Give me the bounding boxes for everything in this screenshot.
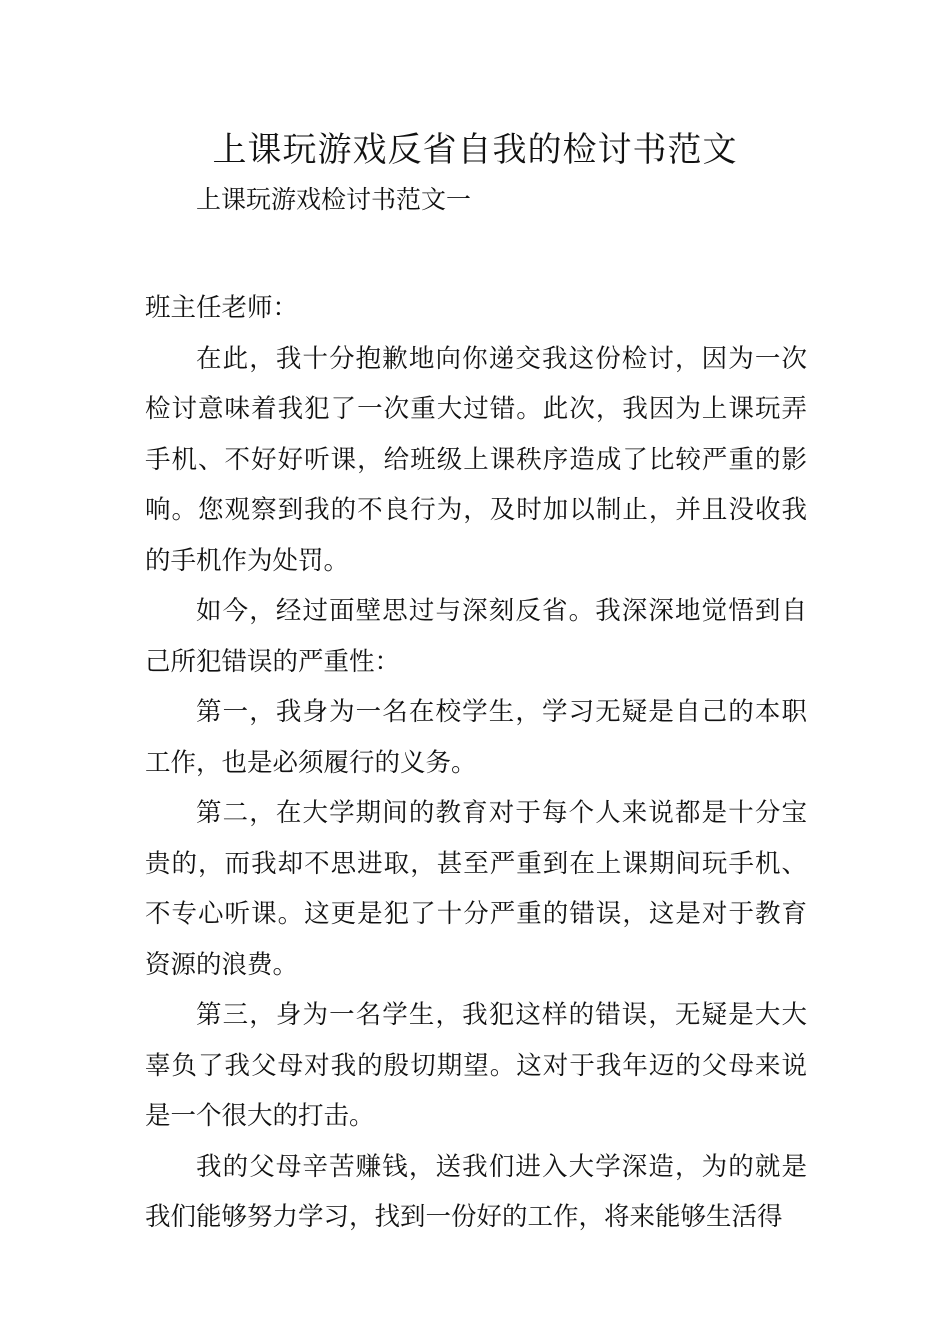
- document-subtitle: 上课玩游戏检讨书范文一: [196, 185, 472, 214]
- paragraph-apology: 在此，我十分抱歉地向你递交我这份检讨，因为一次检讨意味着我犯了一次重大过错。此次，我因为上课玩弄手机、不好好听课，给班级上课秩序造成了比较严重的影响。您观察到我的不良行为，及时加以制止，并且没收我的手机作为处罚。: [145, 343, 807, 576]
- paragraph-point-one: 第一，我身为一名在校学生，学习无疑是自己的本职工作，也是必须履行的义务。: [145, 697, 807, 778]
- paragraph-point-three: 第三，身为一名学生，我犯这样的错误，无疑是大大辜负了我父母对我的殷切期望。这对于我年迈的父母来说是一个很大的打击。: [145, 1000, 807, 1131]
- paragraph-parents: 我的父母辛苦赚钱，送我们进入大学深造，为的就是我们能够努力学习，找到一份好的工作，将来能够生活得: [145, 1151, 807, 1232]
- paragraph-reflection: 如今，经过面壁思过与深刻反省。我深深地觉悟到自己所犯错误的严重性：: [145, 596, 807, 677]
- document-title: 上课玩游戏反省自我的检讨书范文: [212, 130, 738, 170]
- document-body: [145, 283, 807, 1243]
- paragraph-point-two: 第二，在大学期间的教育对于每个人来说都是十分宝贵的，而我却不思进取，甚至严重到在上课期间玩手机、不专心听课。这更是犯了十分严重的错误，这是对于教育资源的浪费。: [145, 798, 807, 980]
- salutation: 班主任老师：: [145, 293, 299, 323]
